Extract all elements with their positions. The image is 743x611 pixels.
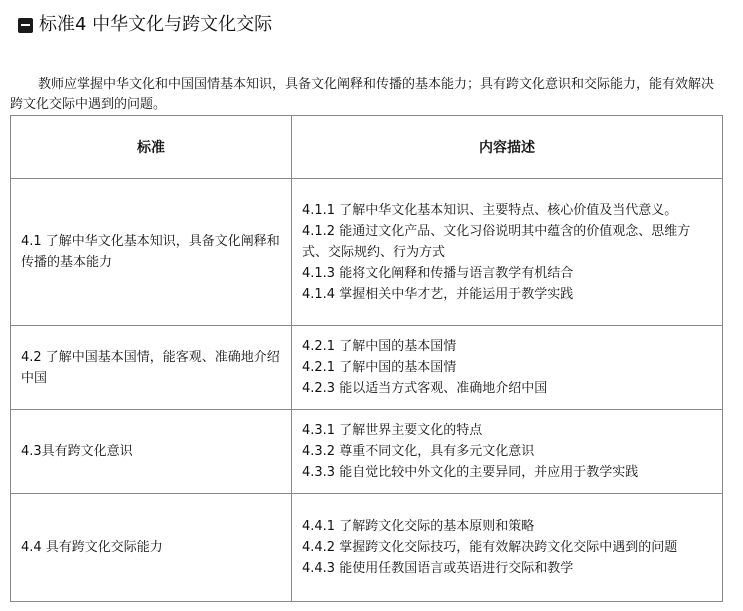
- description-item: 4.4.2 掌握跨文化交际技巧，能有效解决跨文化交际中遇到的问题: [302, 540, 678, 555]
- header-description: 内容描述: [292, 116, 723, 179]
- description-item: 4.4.3 能使用任教国语言或英语进行交际和教学: [302, 561, 574, 576]
- table-row: [11, 494, 723, 602]
- table-row: [11, 326, 723, 410]
- table-row: [11, 410, 723, 494]
- description-item: 4.1.3 能将文化阐释和传播与语言教学有机结合: [302, 265, 574, 281]
- section-title: 标准4 中华文化与跨文化交际: [39, 14, 273, 35]
- description-item: 4.1.4 掌握相关中华才艺，并能运用于教学实践: [302, 286, 574, 302]
- description-item: 4.3.2 尊重不同文化，具有多元文化意识: [302, 444, 535, 459]
- standard-cell: 4.3具有跨文化意识: [11, 410, 292, 494]
- description-cell: [292, 179, 723, 326]
- description-item: 4.2.1 了解中国的基本国情: [302, 360, 457, 375]
- description-item: 4.4.1 了解跨文化交际的基本原则和策略: [302, 519, 535, 534]
- description-cell: [292, 410, 723, 494]
- description-item: 4.3.3 能自觉比较中外文化的主要异同，并应用于教学实践: [302, 465, 639, 480]
- intro-paragraph: 教师应掌握中华文化和中国国情基本知识，具备文化阐释和传播的基本能力；具有跨文化意识和交际能力，能有效解决跨文化交际中遇到的问题。: [10, 77, 715, 112]
- standards-table: [10, 115, 723, 602]
- description-item: 4.2.3 能以适当方式客观、准确地介绍中国: [302, 381, 548, 396]
- description-item: 4.3.1 了解世界主要文化的特点: [302, 423, 483, 438]
- description-item: 4.1.1 了解中华文化基本知识、主要特点、核心价值及当代意义。: [302, 202, 678, 218]
- header-standard: 标准: [11, 116, 292, 179]
- table-header-row: [11, 116, 723, 179]
- description-cell: [292, 494, 723, 602]
- standard-cell: 4.4 具有跨文化交际能力: [11, 494, 292, 602]
- description-cell: [292, 326, 723, 410]
- standard-cell: 4.2 了解中国基本国情，能客观、准确地介绍中国: [11, 326, 292, 410]
- standard-cell: 4.1 了解中华文化基本知识，具备文化阐释和传播的基本能力: [11, 179, 292, 326]
- table-row: [11, 179, 723, 326]
- section-heading: [18, 12, 272, 38]
- collapse-icon[interactable]: [18, 18, 33, 33]
- description-item: 4.2.1 了解中国的基本国情: [302, 339, 457, 354]
- description-item: 4.1.2 能通过文化产品、文化习俗说明其中蕴含的价值观念、思维方式、交际规约、行为方式: [302, 223, 691, 260]
